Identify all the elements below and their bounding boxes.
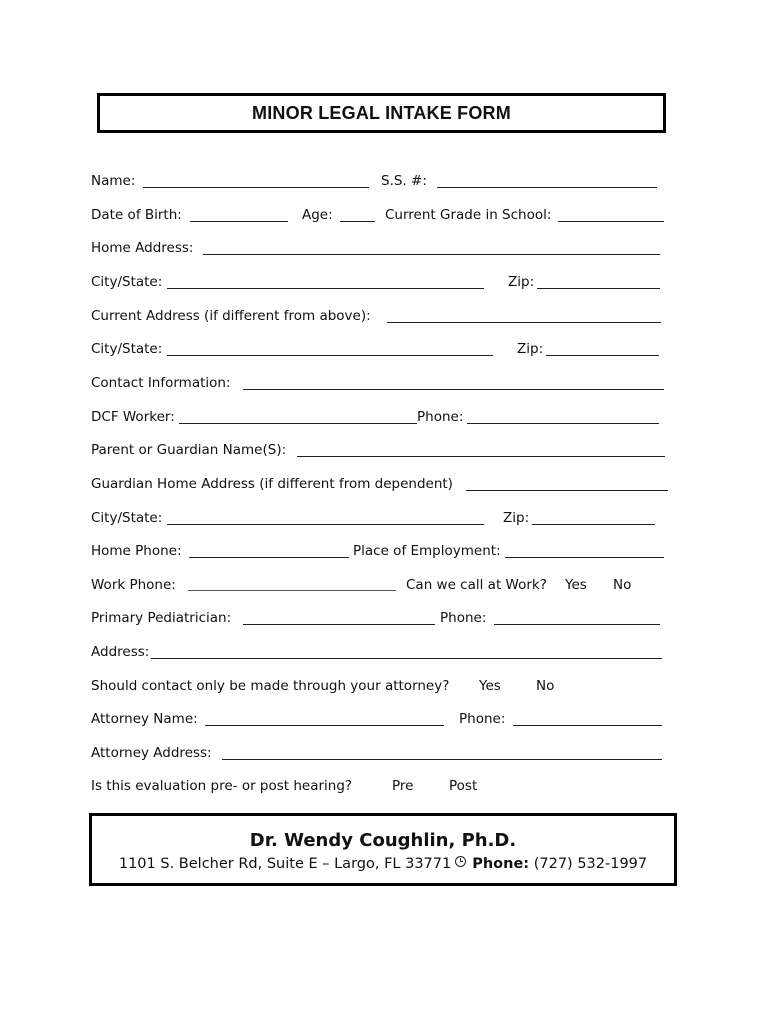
attorney-name-label: Attorney Name: xyxy=(91,711,198,727)
attorney-name-field[interactable] xyxy=(205,725,444,726)
contact-attorney-no[interactable]: No xyxy=(536,678,555,694)
contact-attorney-yes[interactable]: Yes xyxy=(479,678,501,694)
contact-attorney-label: Should contact only be made through your attorney? xyxy=(91,678,450,694)
call-at-work-no[interactable]: No xyxy=(613,577,632,593)
guardian-address-label: Guardian Home Address (if different from dependent) xyxy=(91,476,453,492)
home-address-field[interactable] xyxy=(203,254,660,255)
age-field[interactable] xyxy=(340,221,375,222)
evaluation-post[interactable]: Post xyxy=(449,778,478,794)
clock-icon xyxy=(455,856,466,867)
dcf-worker-label: DCF Worker: xyxy=(91,409,175,425)
city-state-label: City/State: xyxy=(91,510,163,526)
row-contact-attorney xyxy=(91,676,671,696)
pediatrician-label: Primary Pediatrician: xyxy=(91,610,232,626)
phone-number: (727) 532-1997 xyxy=(533,856,648,872)
contact-info-label: Contact Information: xyxy=(91,375,231,391)
zip-label: Zip: xyxy=(503,510,530,526)
home-address-label: Home Address: xyxy=(91,240,194,256)
row-pediatrician xyxy=(91,608,671,628)
footer-address-line xyxy=(92,853,674,875)
city-state-label: City/State: xyxy=(91,274,163,290)
doctor-name: Dr. Wendy Coughlin, Ph.D. xyxy=(249,830,517,851)
zip-field[interactable] xyxy=(532,524,655,525)
contact-info-field[interactable] xyxy=(243,389,664,390)
evaluation-label: Is this evaluation pre- or post hearing? xyxy=(91,778,353,794)
zip-label: Zip: xyxy=(517,341,544,357)
row-city-zip-3 xyxy=(91,508,671,528)
work-phone-label: Work Phone: xyxy=(91,577,176,593)
pediatrician-phone-field[interactable] xyxy=(494,624,660,625)
dob-field[interactable] xyxy=(190,221,288,222)
city-state-field[interactable] xyxy=(167,524,484,525)
row-home-phone xyxy=(91,541,671,561)
row-attorney-name xyxy=(91,709,671,729)
pediatrician-field[interactable] xyxy=(243,624,435,625)
form-title-box xyxy=(97,93,666,133)
phone-label: Phone: xyxy=(472,856,530,872)
place-of-employment-field[interactable] xyxy=(505,557,664,558)
evaluation-pre[interactable]: Pre xyxy=(392,778,414,794)
city-state-field[interactable] xyxy=(167,288,484,289)
row-dcf-worker xyxy=(91,407,671,427)
row-contact-info xyxy=(91,373,671,393)
call-at-work-yes[interactable]: Yes xyxy=(565,577,587,593)
zip-field[interactable] xyxy=(546,355,659,356)
form-title: MINOR LEGAL INTAKE FORM xyxy=(252,102,511,123)
ss-label: S.S. #: xyxy=(381,173,427,189)
row-work-phone xyxy=(91,575,671,595)
address-label: Address: xyxy=(91,644,150,660)
name-field[interactable] xyxy=(143,187,369,188)
contact-footer xyxy=(89,813,677,886)
row-guardian-names xyxy=(91,440,671,460)
guardian-address-field[interactable] xyxy=(466,490,668,491)
row-address xyxy=(91,642,671,662)
attorney-address-label: Attorney Address: xyxy=(91,745,212,761)
row-dob-age-grade xyxy=(91,205,671,225)
grade-field[interactable] xyxy=(558,221,664,222)
city-state-field[interactable] xyxy=(167,355,493,356)
grade-label: Current Grade in School: xyxy=(385,207,552,223)
work-phone-field[interactable] xyxy=(188,590,396,591)
pediatrician-phone-label: Phone: xyxy=(440,610,487,626)
row-name-ss xyxy=(91,171,671,191)
attorney-phone-label: Phone: xyxy=(459,711,506,727)
row-city-zip-2 xyxy=(91,339,671,359)
call-at-work-label: Can we call at Work? xyxy=(406,577,547,593)
zip-label: Zip: xyxy=(508,274,535,290)
row-home-address xyxy=(91,238,671,258)
dcf-phone-field[interactable] xyxy=(467,423,659,424)
zip-field[interactable] xyxy=(537,288,660,289)
ss-field[interactable] xyxy=(437,187,657,188)
row-city-zip-1 xyxy=(91,272,671,292)
guardian-names-field[interactable] xyxy=(297,456,665,457)
dob-label: Date of Birth: xyxy=(91,207,182,223)
row-evaluation xyxy=(91,776,671,796)
age-label: Age: xyxy=(302,207,333,223)
current-address-label: Current Address (if different from above): xyxy=(91,308,371,324)
address-field[interactable] xyxy=(151,658,662,659)
name-label: Name: xyxy=(91,173,136,189)
place-of-employment-label: Place of Employment: xyxy=(353,543,501,559)
row-attorney-address xyxy=(91,743,671,763)
dcf-phone-label: Phone: xyxy=(417,409,464,425)
office-address: 1101 S. Belcher Rd, Suite E – Largo, FL 33771 xyxy=(118,856,452,872)
dcf-worker-field[interactable] xyxy=(179,423,417,424)
home-phone-label: Home Phone: xyxy=(91,543,182,559)
guardian-names-label: Parent or Guardian Name(S): xyxy=(91,442,287,458)
home-phone-field[interactable] xyxy=(189,557,349,558)
attorney-address-field[interactable] xyxy=(222,759,662,760)
row-current-address xyxy=(91,306,671,326)
city-state-label: City/State: xyxy=(91,341,163,357)
attorney-phone-field[interactable] xyxy=(513,725,662,726)
current-address-field[interactable] xyxy=(387,322,661,323)
row-guardian-address xyxy=(91,474,671,494)
